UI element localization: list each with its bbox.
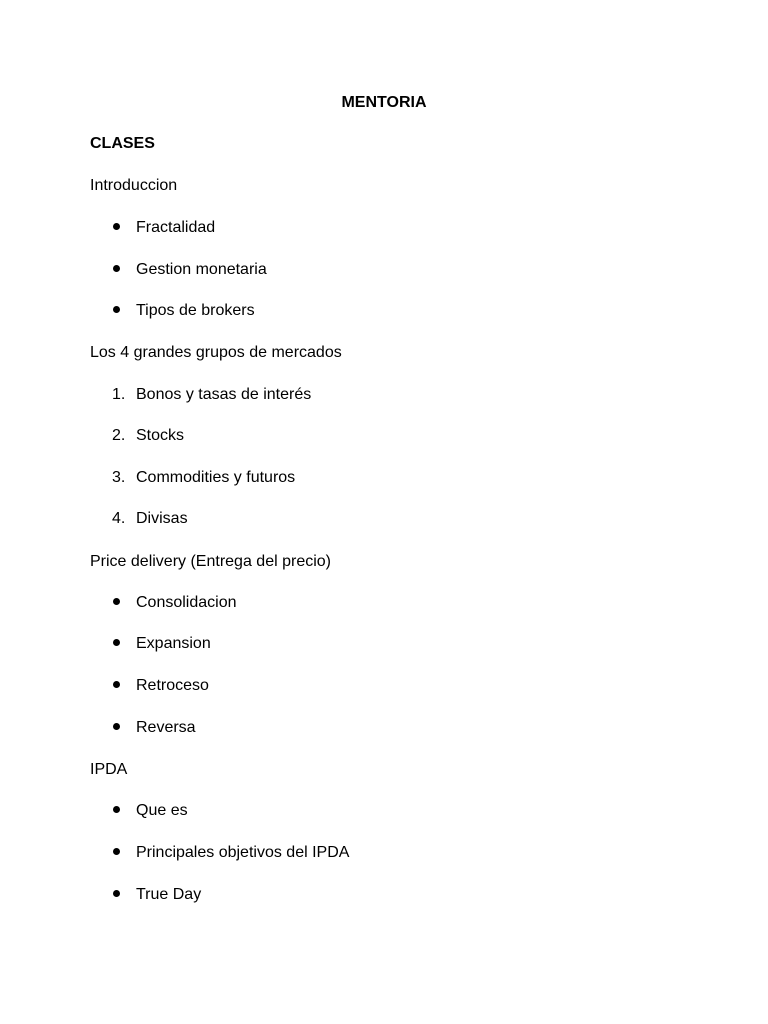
bullet-icon [113, 306, 120, 313]
list-item [112, 300, 255, 322]
list-item-text: Fractalidad [136, 219, 216, 236]
list-item [112, 717, 196, 739]
section-label-ipda: IPDA [90, 761, 128, 778]
bullet-icon [113, 265, 120, 272]
list-item [112, 884, 201, 906]
bullet-icon [113, 223, 120, 230]
bullet-icon [113, 890, 120, 897]
bullet-icon [113, 806, 120, 813]
list-item-text: Retroceso [136, 677, 209, 694]
section-heading-clases: CLASES [90, 135, 155, 152]
bullet-icon [113, 681, 120, 688]
list-item-text: Reversa [136, 719, 196, 736]
document-title [0, 92, 768, 114]
list-item [112, 675, 209, 697]
list-item-text: Bonos y tasas de interés [136, 386, 312, 403]
list-item-text: Divisas [136, 510, 188, 527]
list-number: 3. [112, 469, 126, 486]
list-number: 4. [112, 510, 126, 527]
list-item-text: Expansion [136, 635, 211, 652]
list-number: 2. [112, 427, 126, 444]
document-title-text: MENTORIA [341, 94, 427, 111]
list-item-text: True Day [136, 886, 202, 903]
bullet-icon [113, 723, 120, 730]
list-item [112, 425, 184, 447]
list-item-text: Principales objetivos del IPDA [136, 844, 350, 861]
section-label-price-delivery: Price delivery (Entrega del precio) [90, 553, 331, 570]
list-number: 1. [112, 386, 126, 403]
list-item [112, 508, 188, 530]
list-item [112, 217, 215, 239]
section-label-introduccion: Introduccion [90, 177, 178, 194]
list-item-text: Gestion monetaria [136, 261, 267, 278]
bullet-icon [113, 848, 120, 855]
section-label-mercados: Los 4 grandes grupos de mercados [90, 344, 342, 361]
list-item-text: Consolidacion [136, 594, 237, 611]
list-item [112, 592, 237, 614]
list-item [112, 633, 211, 655]
bullet-icon [113, 639, 120, 646]
list-item [112, 259, 267, 281]
list-item [112, 842, 349, 864]
list-item-text: Tipos de brokers [136, 302, 255, 319]
list-item-text: Stocks [136, 427, 185, 444]
list-item-text: Commodities y futuros [136, 469, 296, 486]
list-item-text: Que es [136, 802, 188, 819]
list-item [112, 800, 188, 822]
bullet-icon [113, 598, 120, 605]
list-item [112, 467, 295, 489]
list-item [112, 384, 311, 406]
